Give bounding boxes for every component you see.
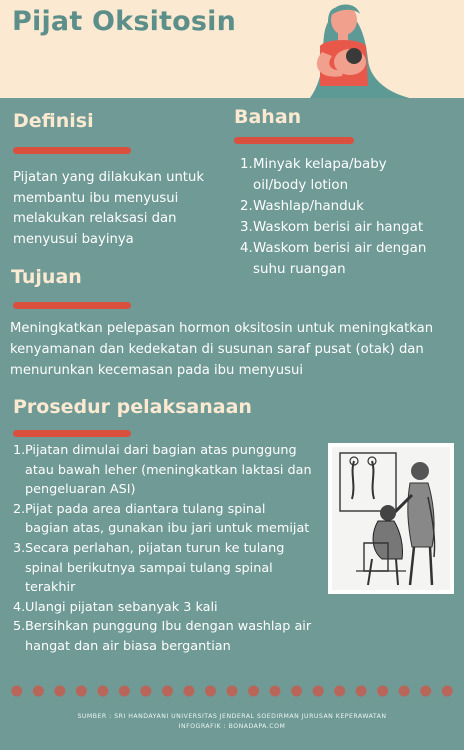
list-item [13, 441, 313, 500]
tujuan-line: kenyamanan dan kedekatan di susunan saraf pusat (otak) dan [10, 342, 424, 357]
divider-dot [54, 686, 65, 697]
definisi-line: menyusui bayinya [13, 231, 134, 247]
prosedur-underline [13, 430, 131, 437]
definisi-text [13, 168, 228, 250]
header-banner [0, 0, 464, 98]
definisi-line: melakukan relaksasi dan [13, 211, 177, 226]
divider-dot [33, 686, 44, 697]
list-line: Washlap/handuk [253, 199, 364, 214]
definisi-line: Pijatan yang dilakukan untuk [13, 170, 204, 185]
bahan-heading: Bahan [234, 106, 302, 128]
divider-dot [270, 686, 281, 697]
list-number: 4. [240, 241, 253, 256]
list-line: Ulangi pijatan sebanyak 3 kali [25, 599, 218, 615]
list-item [13, 617, 313, 656]
definisi-underline [13, 147, 131, 154]
divider-dot [291, 686, 302, 697]
divider-dot [183, 686, 194, 697]
divider-dot [11, 686, 22, 697]
bahan-list [240, 154, 450, 280]
massage-sketch-image [332, 447, 450, 590]
footer-infographic-credit: INFOGRAFIK : BONADAPA.COM [178, 723, 286, 730]
list-line: Waskom berisi air dengan [253, 241, 427, 256]
divider-dot [442, 686, 453, 697]
tujuan-underline [13, 302, 131, 309]
divider-dot [140, 686, 151, 697]
list-item [240, 238, 450, 280]
list-line: spinal berikutnya sampai tulang spinal [25, 560, 273, 576]
list-line: Pijatan dimulai dari bagian atas punggung [25, 443, 297, 458]
divider-dot [76, 686, 87, 697]
divider-dot [248, 686, 259, 697]
footer-credits [0, 712, 464, 732]
list-number: 1. [13, 443, 26, 458]
list-number: 4. [13, 599, 26, 615]
breastfeeding-mother-illustration [270, 0, 464, 98]
definisi-heading: Definisi [13, 110, 94, 132]
list-line: suhu ruangan [253, 262, 346, 277]
list-item [13, 598, 313, 618]
list-line: atau bawah leher (meningkatkan laktasi dan [25, 462, 312, 478]
divider-dot [119, 686, 130, 697]
tujuan-text [10, 318, 455, 381]
list-line: Pijat pada area diantara tulang spinal [25, 501, 266, 517]
list-item [240, 196, 450, 217]
list-line: oil/body lotion [253, 178, 349, 193]
tujuan-line: Meningkatkan pelepasan hormon oksitosin untuk meningkatkan [10, 321, 434, 336]
divider-dot [377, 686, 388, 697]
list-item [13, 500, 313, 539]
divider-dot [227, 686, 238, 697]
divider-dot [399, 686, 410, 697]
list-line: bagian atas, gunakan ibu jari untuk memijat [25, 521, 310, 537]
list-line: Secara perlahan, pijatan turun ke tulang [25, 540, 285, 556]
list-number: 5. [13, 619, 26, 635]
list-number: 1. [240, 157, 253, 172]
massage-illustration [328, 443, 454, 594]
list-item [240, 217, 450, 238]
list-line: terakhir [25, 580, 76, 596]
divider-dot [313, 686, 324, 697]
bahan-underline [234, 137, 354, 144]
list-line: Minyak kelapa/baby [253, 157, 387, 172]
tujuan-heading: Tujuan [11, 266, 82, 288]
list-item [240, 154, 450, 196]
divider-dot [162, 686, 173, 697]
prosedur-list [13, 441, 313, 657]
list-number: 2. [13, 501, 26, 517]
list-line: pengeluaran ASI) [25, 482, 136, 498]
list-number: 3. [13, 540, 26, 556]
divider-dot [420, 686, 431, 697]
dotted-divider [6, 684, 458, 698]
list-number: 3. [240, 220, 253, 235]
divider-dot [334, 686, 345, 697]
list-line: Waskom berisi air hangat [253, 220, 424, 235]
list-line: hangat dan air biasa bergantian [25, 638, 231, 654]
page-title: Pijat Oksitosin [12, 6, 237, 37]
tujuan-line: menurunkan kecemasan pada ibu menyusui [10, 363, 303, 378]
divider-dot [356, 686, 367, 697]
list-item [13, 539, 313, 598]
definisi-line: membantu ibu menyusui [13, 190, 179, 206]
list-number: 2. [240, 199, 253, 214]
prosedur-heading: Prosedur pelaksanaan [13, 396, 252, 418]
list-line: Bersihkan punggung Ibu dengan washlap air [25, 619, 312, 635]
divider-dot [97, 686, 108, 697]
divider-dot [205, 686, 216, 697]
footer-source: SUMBER : SRI HANDAYANI UNIVERSITAS JENDERAL SOEDIRMAN JURUSAN KEPERAWATAN [77, 713, 387, 720]
